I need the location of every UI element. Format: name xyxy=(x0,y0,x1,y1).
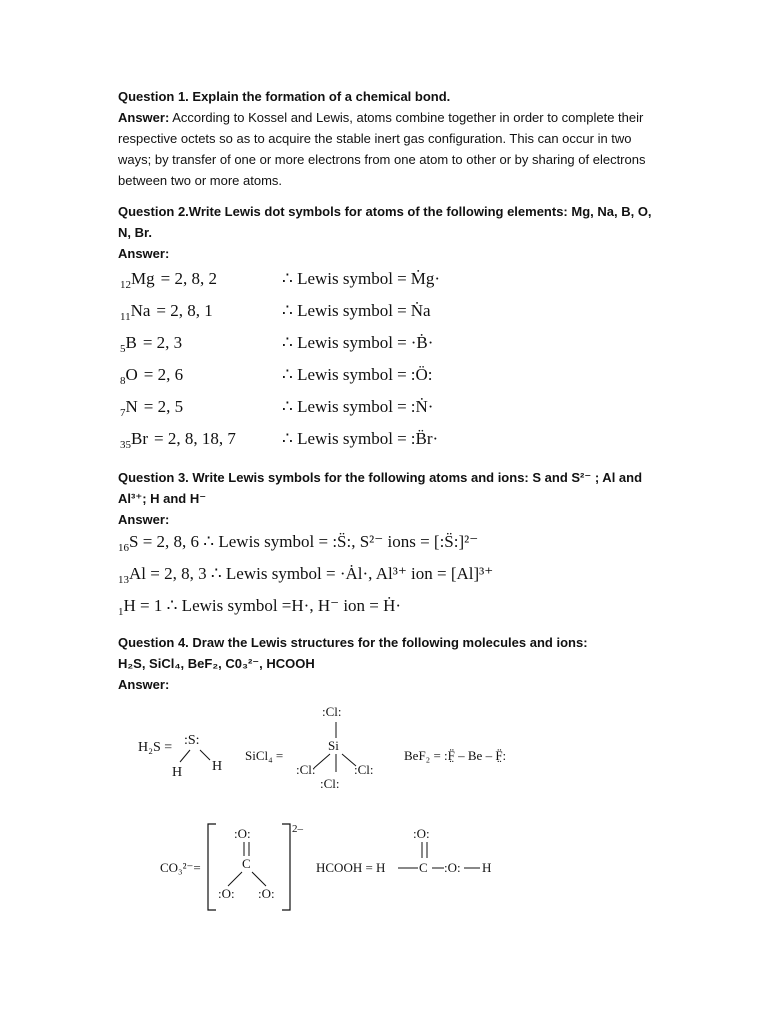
lewis-symbol: :B̈r· xyxy=(410,429,439,448)
bond-line xyxy=(200,750,210,760)
atomic-number: 12 xyxy=(120,279,131,291)
electron-config: = 2, 5 xyxy=(143,397,184,416)
lewis-symbol: Ṁg· xyxy=(410,269,441,288)
hcooh-structure xyxy=(316,826,491,875)
bef2-formula: BeF₂ = :F̤̈ – Be – F̤̈: xyxy=(404,748,507,763)
atom-o-left: :O: xyxy=(218,886,235,901)
co3-structure xyxy=(160,823,304,910)
atom-h: H xyxy=(172,765,183,780)
co3-label: CO₃²⁻= xyxy=(160,860,201,875)
answer-label: Answer: xyxy=(118,677,170,692)
electron-config: = 2, 3 xyxy=(142,333,183,352)
lewis-symbol-label: ∴ Lewis symbol = xyxy=(282,365,407,384)
electron-config: = 2, 8, 2 xyxy=(160,269,217,288)
atomic-number: 7 xyxy=(120,407,126,419)
atomic-number: 8 xyxy=(120,375,126,387)
bond-line xyxy=(252,872,266,886)
sicl4-structure xyxy=(245,704,374,791)
atom-cl-left: :Cl: xyxy=(296,762,316,777)
atomic-number: 16 xyxy=(118,542,129,554)
lewis-symbol-label: ∴ Lewis symbol = xyxy=(282,333,407,352)
atomic-number: 1 xyxy=(118,606,124,618)
bracket-left xyxy=(208,824,216,910)
atom-o-right: :O: xyxy=(444,860,461,875)
lewis-symbol-label: ∴ Lewis symbol = xyxy=(282,429,407,448)
element-symbol: Na xyxy=(130,301,151,320)
atom-o-top: :O: xyxy=(413,826,430,841)
lewis-symbol: Ṅa xyxy=(410,301,431,320)
bond-line xyxy=(180,750,190,762)
electron-config: = 2, 8, 1 xyxy=(156,301,213,320)
answer-text: According to Kossel and Lewis, atoms combine together in order to complete their respective octets so as to acquire the stable inert gas configuration. This can occur in two ways; by transfer of one or more electrons from one atom to other or by sharing of electrons between two or more atoms. xyxy=(118,110,646,188)
atom-c: C xyxy=(242,856,251,871)
element-symbol: N xyxy=(125,397,138,416)
atomic-number: 5 xyxy=(120,343,126,355)
element-symbol: B xyxy=(125,333,137,352)
atom-cl-bottom: :Cl: xyxy=(320,776,340,791)
lewis-expression: = 2, 8, 6 ∴ Lewis symbol = :S̈:, S²⁻ ions = [:S̈:]²⁻ xyxy=(138,532,479,551)
atom-h: H xyxy=(212,759,223,774)
electron-config: = 2, 8, 18, 7 xyxy=(154,429,236,448)
atom-cl-top: :Cl: xyxy=(322,704,342,719)
h2s-structure xyxy=(138,733,222,780)
question-1-title: Question 1. Explain the formation of a chemical bond. xyxy=(118,89,451,104)
atom-cl-right: :Cl: xyxy=(354,762,374,777)
element-symbol: Mg xyxy=(131,269,155,288)
atom-o-top: :O: xyxy=(234,826,251,841)
element-symbol: O xyxy=(125,365,138,384)
atom-h: H xyxy=(482,860,492,875)
answer-label: Answer: xyxy=(118,246,170,261)
bef2-structure xyxy=(404,748,506,763)
question-4-formulas: H₂S, SiCl₄, BeF₂, C0₃²⁻, HCOOH xyxy=(118,656,315,671)
answer-label: Answer: xyxy=(118,512,170,527)
atomic-number: 11 xyxy=(120,311,131,323)
h2s-label: H₂S = xyxy=(138,740,173,755)
lewis-symbol-label: ∴ Lewis symbol = xyxy=(282,301,407,320)
atomic-number: 35 xyxy=(120,439,131,451)
atomic-number: 13 xyxy=(118,574,129,586)
lewis-expression: = 1 ∴ Lewis symbol =H·, H⁻ ion = Ḣ· xyxy=(135,596,402,615)
atom-o-right: :O: xyxy=(258,886,275,901)
electron-config: = 2, 6 xyxy=(143,365,184,384)
element-symbol: H xyxy=(123,596,136,615)
atom-c: C xyxy=(419,860,428,875)
hcooh-label: HCOOH = H xyxy=(316,860,386,875)
sicl4-label: SiCl₄ = xyxy=(245,748,284,763)
lewis-symbol-label: ∴ Lewis symbol = xyxy=(282,269,407,288)
lewis-symbol: :Ö: xyxy=(410,365,433,384)
lewis-symbol: :Ṅ· xyxy=(410,397,434,416)
element-symbol: S xyxy=(129,532,139,551)
bracket-right xyxy=(282,824,290,910)
element-symbol: Al xyxy=(129,564,146,583)
question-3-title: Question 3. Write Lewis symbols for the following atoms and ions: S and S²⁻ ; Al and Al³⁺; H and H⁻ xyxy=(118,470,643,506)
element-symbol: Br xyxy=(131,429,148,448)
bond-line xyxy=(228,872,242,886)
bond-line xyxy=(314,754,330,768)
answer-label: Answer: xyxy=(118,110,170,125)
lewis-symbol: ·Ḃ· xyxy=(410,333,434,352)
atom-s: :S: xyxy=(184,733,200,748)
co3-charge: 2– xyxy=(292,823,303,835)
question-4-title: Question 4. Draw the Lewis structures for the following molecules and ions: xyxy=(118,635,588,650)
lewis-symbol-label: ∴ Lewis symbol = xyxy=(282,397,407,416)
lewis-expression: = 2, 8, 3 ∴ Lewis symbol = ·Ȧl·, Al³⁺ ion = [Al]³⁺ xyxy=(146,564,494,583)
question-2-title: Question 2.Write Lewis dot symbols for atoms of the following elements: Mg, Na, B, O, N, Br. xyxy=(118,204,652,240)
atom-si: Si xyxy=(328,738,339,753)
